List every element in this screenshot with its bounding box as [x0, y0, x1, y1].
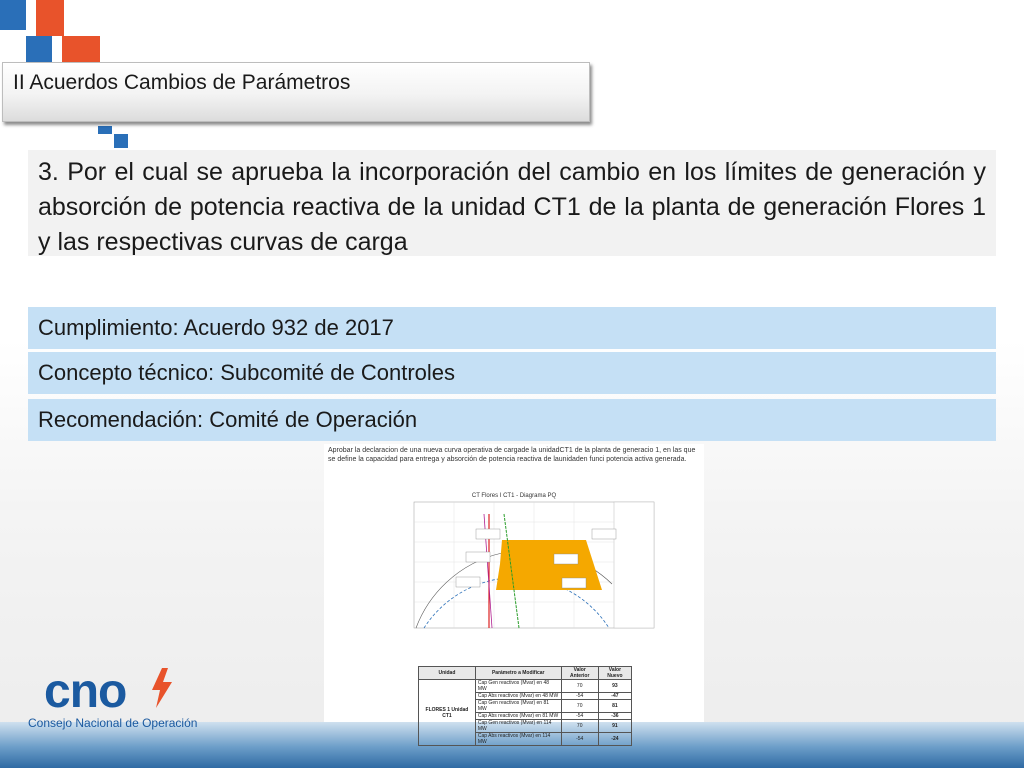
table-cell: -54	[561, 713, 598, 720]
table-header: Valor Nuevo	[598, 667, 631, 680]
concepto-label: Concepto técnico: Subcomité de Controles	[38, 360, 456, 385]
table-cell: -24	[598, 733, 631, 746]
table-cell: -36	[598, 713, 631, 720]
parameters-table	[418, 666, 632, 746]
cumplimiento-label: Cumplimiento: Acuerdo 932 de 2017	[38, 315, 394, 340]
concepto-bar	[28, 352, 996, 394]
embedded-document-image	[324, 444, 704, 745]
table-cell: -47	[598, 693, 631, 700]
recomendacion-label: Recomendación: Comité de Operación	[38, 407, 418, 432]
table-header: Valor Anterior	[561, 667, 598, 680]
unit-cell: FLORES 1 Unidad CT1	[419, 680, 476, 746]
table-header: Unidad	[419, 667, 476, 680]
table-cell: 70	[561, 720, 598, 733]
table-cell: -54	[561, 733, 598, 746]
table-header: Parámetro a Modificar	[475, 667, 561, 680]
table-row	[419, 680, 632, 693]
table-cell: -54	[561, 693, 598, 700]
pq-diagram-title: CT Flores I CT1 - Diagrama PQ	[471, 493, 557, 499]
agreement-paragraph: 3. Por el cual se aprueba la incorporación del cambio en los límites de generación y absorción de potencia reactiva de la unidad CT1 de la planta de generación Flores 1 y las respectivas curvas de carga	[38, 158, 986, 256]
cumplimiento-bar	[28, 307, 996, 349]
section-title-box	[2, 62, 590, 122]
logo-subtitle: Consejo Nacional de Operación	[28, 716, 198, 730]
table-cell: Cap Abs reactivos (Mvar) en 114 MW	[475, 733, 561, 746]
table-cell: Cap Gen reactivos (Mvar) en 81 MW	[475, 700, 561, 713]
agreement-paragraph-box	[28, 150, 996, 256]
table-cell: Cap Abs reactivos (Mvar) en 81 MW	[475, 713, 561, 720]
table-cell: 91	[598, 720, 631, 733]
document-caption: Aprobar la declaracion de una nueva curva operativa de cargade la unidadCT1 de la planta de generacio 1, en las que se define la capacidad para entrega y absorción de potencia reactiva de launidaden funci potencia activa generada.	[328, 447, 696, 463]
lightning-bolt-icon	[148, 668, 174, 708]
table-cell: Cap Abs reactivos (Mvar) en 48 MW	[475, 693, 561, 700]
section-title: II Acuerdos Cambios de Parámetros	[13, 71, 351, 94]
logo-wordmark: cno	[44, 665, 127, 718]
table-cell: 93	[598, 680, 631, 693]
pq-diagram	[324, 484, 704, 684]
table-cell: Cap Gen reactivos (Mvar) en 114 MW	[475, 720, 561, 733]
recomendacion-bar	[28, 399, 996, 441]
table-cell: 70	[561, 680, 598, 693]
table-cell: Cap Gen reactivos (Mvar) en 48 MW	[475, 680, 561, 693]
chart-legend	[614, 502, 654, 628]
table-cell: 81	[598, 700, 631, 713]
table-cell: 70	[561, 700, 598, 713]
